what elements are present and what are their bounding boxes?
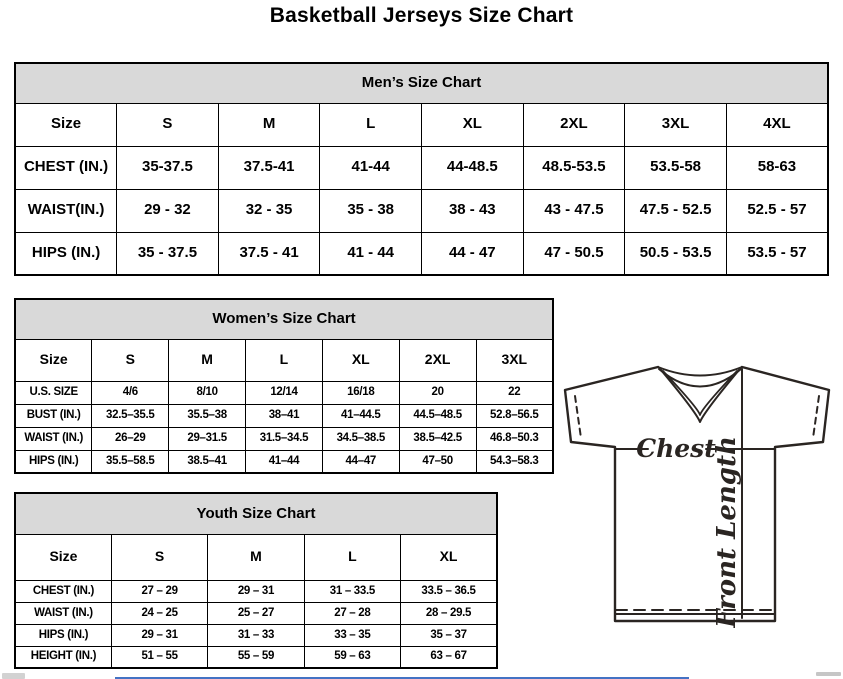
table-title-row	[15, 493, 497, 534]
size-value-cell: 63 – 67	[401, 646, 497, 668]
column-header: Size	[15, 103, 117, 146]
size-value-cell: 41 - 44	[320, 232, 422, 275]
scrollbar-fragment-left[interactable]	[2, 673, 25, 679]
size-value-cell: 31.5–34.5	[246, 427, 323, 450]
size-value-cell: 28 – 29.5	[401, 602, 497, 624]
size-value-cell: 41-44	[320, 146, 422, 189]
size-value-cell: 48.5-53.5	[523, 146, 625, 189]
womens-size-chart-table	[14, 298, 554, 474]
size-value-cell: 35.5–58.5	[92, 450, 169, 473]
page-title: Basketball Jerseys Size Chart	[269, 4, 574, 27]
column-header: S	[111, 534, 207, 580]
chest-measure-label: Chest	[636, 434, 716, 463]
column-header: S	[117, 103, 219, 146]
table-title-row	[15, 299, 553, 339]
row-label: HIPS (IN.)	[15, 450, 92, 473]
size-value-cell: 41–44	[246, 450, 323, 473]
mens-size-chart-table	[14, 62, 829, 276]
size-value-cell: 34.5–38.5	[322, 427, 399, 450]
size-value-cell: 16/18	[322, 381, 399, 404]
column-header: 4XL	[726, 103, 828, 146]
size-value-cell: 31 – 33.5	[304, 580, 400, 602]
row-label: WAIST (IN.)	[15, 427, 92, 450]
table-row	[15, 146, 828, 189]
table-header-row	[15, 534, 497, 580]
size-value-cell: 35 - 37.5	[117, 232, 219, 275]
size-value-cell: 53.5-58	[625, 146, 727, 189]
table-title-row	[15, 63, 828, 103]
size-value-cell: 8/10	[169, 381, 246, 404]
column-header: Size	[15, 339, 92, 381]
column-header: XL	[322, 339, 399, 381]
youth-size-chart-table	[14, 492, 498, 669]
size-value-cell: 29 – 31	[208, 580, 304, 602]
table-row	[15, 381, 553, 404]
column-header: XL	[422, 103, 524, 146]
column-header: M	[218, 103, 320, 146]
column-header: 2XL	[523, 103, 625, 146]
size-value-cell: 43 - 47.5	[523, 189, 625, 232]
size-value-cell: 46.8–50.3	[476, 427, 553, 450]
column-header: M	[208, 534, 304, 580]
size-value-cell: 29–31.5	[169, 427, 246, 450]
row-label: U.S. SIZE	[15, 381, 92, 404]
table-header-row	[15, 339, 553, 381]
row-label: WAIST (IN.)	[15, 602, 111, 624]
size-value-cell: 38–41	[246, 404, 323, 427]
size-value-cell: 55 – 59	[208, 646, 304, 668]
size-value-cell: 29 - 32	[117, 189, 219, 232]
size-value-cell: 47–50	[399, 450, 476, 473]
table-title: Youth Size Chart	[15, 493, 497, 534]
size-value-cell: 22	[476, 381, 553, 404]
size-value-cell: 29 – 31	[111, 624, 207, 646]
table-row	[15, 580, 497, 602]
size-value-cell: 52.5 - 57	[726, 189, 828, 232]
column-header: L	[246, 339, 323, 381]
table-title: Men’s Size Chart	[15, 63, 828, 103]
size-value-cell: 35 - 38	[320, 189, 422, 232]
size-value-cell: 26–29	[92, 427, 169, 450]
size-value-cell: 44–47	[322, 450, 399, 473]
left-cuff-dashed-line	[575, 396, 581, 438]
size-value-cell: 54.3–58.3	[476, 450, 553, 473]
table-row	[15, 646, 497, 668]
row-label: BUST (IN.)	[15, 404, 92, 427]
size-value-cell: 33.5 – 36.5	[401, 580, 497, 602]
size-value-cell: 12/14	[246, 381, 323, 404]
size-value-cell: 44-48.5	[422, 146, 524, 189]
size-value-cell: 27 – 29	[111, 580, 207, 602]
collar-vneck-inner	[663, 371, 737, 415]
size-value-cell: 38.5–41	[169, 450, 246, 473]
size-value-cell: 35 – 37	[401, 624, 497, 646]
size-value-cell: 27 – 28	[304, 602, 400, 624]
table-row	[15, 232, 828, 275]
row-label: HEIGHT (IN.)	[15, 646, 111, 668]
size-value-cell: 50.5 - 53.5	[625, 232, 727, 275]
table-row	[15, 189, 828, 232]
column-header: L	[304, 534, 400, 580]
size-value-cell: 33 – 35	[304, 624, 400, 646]
size-value-cell: 37.5-41	[218, 146, 320, 189]
column-header: 3XL	[625, 103, 727, 146]
size-value-cell: 37.5 - 41	[218, 232, 320, 275]
column-header: M	[169, 339, 246, 381]
size-value-cell: 44 - 47	[422, 232, 524, 275]
right-cuff-dashed-line	[813, 396, 819, 438]
row-label: CHEST (IN.)	[15, 146, 117, 189]
size-value-cell: 51 – 55	[111, 646, 207, 668]
size-value-cell: 4/6	[92, 381, 169, 404]
table-row	[15, 624, 497, 646]
jersey-body-outline	[565, 367, 829, 621]
table-row	[15, 404, 553, 427]
row-label: CHEST (IN.)	[15, 580, 111, 602]
size-value-cell: 47 - 50.5	[523, 232, 625, 275]
size-value-cell: 58-63	[726, 146, 828, 189]
table-row	[15, 427, 553, 450]
column-header: XL	[401, 534, 497, 580]
size-value-cell: 41–44.5	[322, 404, 399, 427]
table-row	[15, 602, 497, 624]
size-value-cell: 38.5–42.5	[399, 427, 476, 450]
column-header: L	[320, 103, 422, 146]
front-length-measure-label: Front Length	[712, 436, 742, 628]
size-value-cell: 25 – 27	[208, 602, 304, 624]
row-label: WAIST(IN.)	[15, 189, 117, 232]
size-value-cell: 53.5 - 57	[726, 232, 828, 275]
jersey-measurement-diagram	[555, 362, 839, 628]
size-value-cell: 31 – 33	[208, 624, 304, 646]
column-header: 2XL	[399, 339, 476, 381]
size-value-cell: 32.5–35.5	[92, 404, 169, 427]
collar-curve-outer	[658, 367, 742, 376]
size-value-cell: 35-37.5	[117, 146, 219, 189]
size-value-cell: 52.8–56.5	[476, 404, 553, 427]
row-label: HIPS (IN.)	[15, 232, 117, 275]
size-value-cell: 44.5–48.5	[399, 404, 476, 427]
column-header: Size	[15, 534, 111, 580]
table-row	[15, 450, 553, 473]
scrollbar-fragment-right[interactable]	[816, 672, 841, 676]
column-header: S	[92, 339, 169, 381]
size-value-cell: 20	[399, 381, 476, 404]
size-value-cell: 35.5–38	[169, 404, 246, 427]
column-header: 3XL	[476, 339, 553, 381]
size-value-cell: 47.5 - 52.5	[625, 189, 727, 232]
table-header-row	[15, 103, 828, 146]
size-value-cell: 38 - 43	[422, 189, 524, 232]
table-title: Women’s Size Chart	[15, 299, 553, 339]
row-label: HIPS (IN.)	[15, 624, 111, 646]
size-value-cell: 59 – 63	[304, 646, 400, 668]
jersey-outline-icon	[555, 362, 839, 628]
size-value-cell: 24 – 25	[111, 602, 207, 624]
size-value-cell: 32 - 35	[218, 189, 320, 232]
